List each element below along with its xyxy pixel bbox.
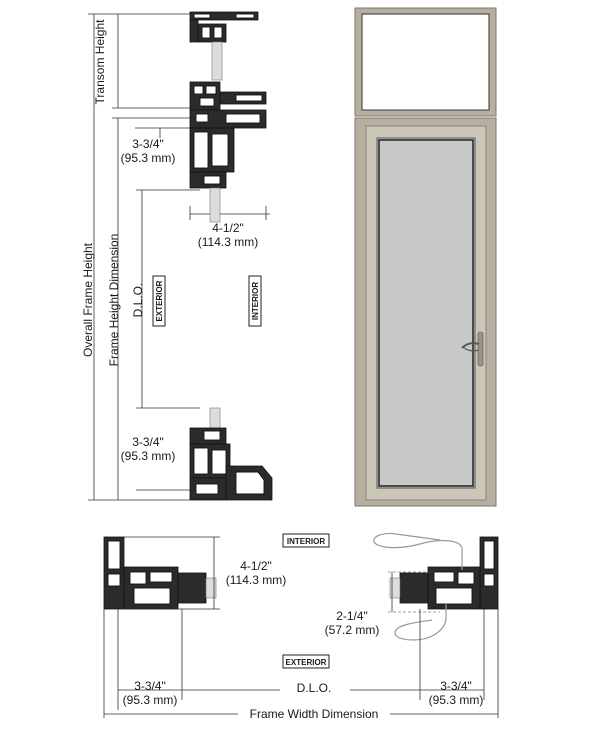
head-dim-metric: (95.3 mm) <box>120 151 176 165</box>
sill-profile <box>190 408 272 500</box>
left-jamb-imperial: 3-3/4" <box>134 679 166 693</box>
depth-dim-metric: (114.3 mm) <box>197 235 259 249</box>
horizontal-exterior-tag: EXTERIOR <box>285 658 327 667</box>
right-jamb-profile <box>390 537 498 609</box>
door-glass <box>377 138 475 488</box>
right-jamb-metric: (95.3 mm) <box>428 693 484 707</box>
overall-frame-height-label: Overall Frame Height <box>81 242 95 358</box>
frame-width-dimension-label: Frame Width Dimension <box>249 707 379 721</box>
sill-dim-metric: (95.3 mm) <box>120 449 176 463</box>
horizontal-interior-tag: INTERIOR <box>286 537 326 546</box>
left-jamb-metric: (95.3 mm) <box>122 693 178 707</box>
head-dim-imperial: 3-3/4" <box>132 137 164 151</box>
mid-rail-profile <box>190 82 266 222</box>
horizontal-section <box>104 533 498 721</box>
backset-imperial: 2-1/4" <box>336 609 368 623</box>
left-jamb-profile <box>104 537 216 609</box>
vertical-exterior-tag: EXTERIOR <box>155 280 164 322</box>
transom-head-profile <box>190 12 258 80</box>
horizontal-dlo-label: D.L.O. <box>296 681 332 695</box>
transom-glass <box>362 14 489 110</box>
depth-dim-imperial: 4-1/2" <box>212 221 244 235</box>
right-jamb-imperial: 3-3/4" <box>440 679 472 693</box>
door-elevation <box>355 8 496 506</box>
vertical-dlo-label: D.L.O. <box>131 282 145 318</box>
vertical-interior-tag: INTERIOR <box>251 281 260 321</box>
backset-metric: (57.2 mm) <box>324 623 380 637</box>
vertical-section <box>81 12 272 500</box>
horizontal-depth-imperial: 4-1/2" <box>240 559 272 573</box>
sill-dim-imperial: 3-3/4" <box>132 435 164 449</box>
horizontal-depth-metric: (114.3 mm) <box>225 573 287 587</box>
frame-height-dimension-label: Frame Height Dimension <box>107 233 121 367</box>
transom-height-label: Transom Height <box>93 19 107 105</box>
